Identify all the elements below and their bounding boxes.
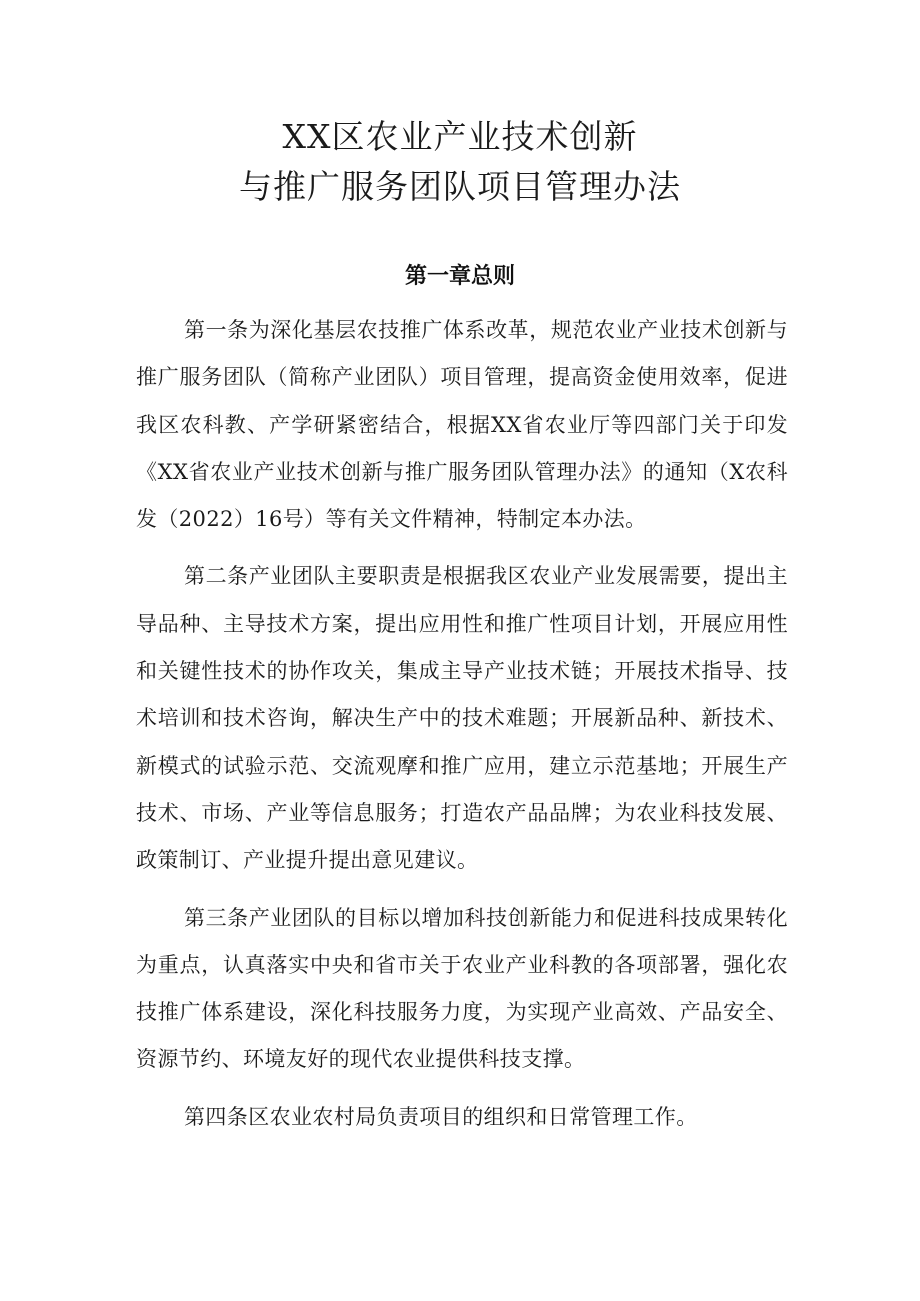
- document-title-line-2: 与推广服务团队项目管理办法: [239, 167, 681, 206]
- document-title: [0, 112, 920, 212]
- article-3-paragraph: 第三条产业团队的目标以增加科技创新能力和促进科技成果转化为重点，认真落实中央和省市关于农业产业科教的各项部署，强化农技推广体系建设，深化科技服务力度，为实现产业高效、产品安全、资源节约、环境友好的现代农业提供科技支撑。: [136, 905, 788, 1072]
- document-title-line-1: XX区农业产业技术创新: [282, 117, 638, 156]
- article-4-paragraph: 第四条区农业农村局负责项目的组织和日常管理工作。: [184, 1104, 698, 1129]
- article-1-paragraph: 第一条为深化基层农技推广体系改革，规范农业产业技术创新与推广服务团队（简称产业团队）项目管理，提高资金使用效率，促进我区农科教、产学研紧密结合，根据XX省农业厅等四部门关于印发《XX省农业产业技术创新与推广服务团队管理办法》的通知（X农科发（2022）16号）等有关文件精神，特制定本办法。: [136, 318, 788, 532]
- chapter-heading: 第一章总则: [404, 264, 515, 289]
- article-2-paragraph: 第二条产业团队主要职责是根据我区农业产业发展需要，提出主导品种、主导技术方案，提出应用性和推广性项目计划，开展应用性和关键性技术的协作攻关，集成主导产业技术链；开展技术指导、技术培训和技术咨询，解决生产中的技术难题；开展新品种、新技术、新模式的试验示范、交流观摩和推广应用，建立示范基地；开展生产技术、市场、产业等信息服务；打造农产品品牌；为农业科技发展、政策制订、产业提升提出意见建议。: [136, 564, 788, 873]
- document-body: [136, 307, 788, 1151]
